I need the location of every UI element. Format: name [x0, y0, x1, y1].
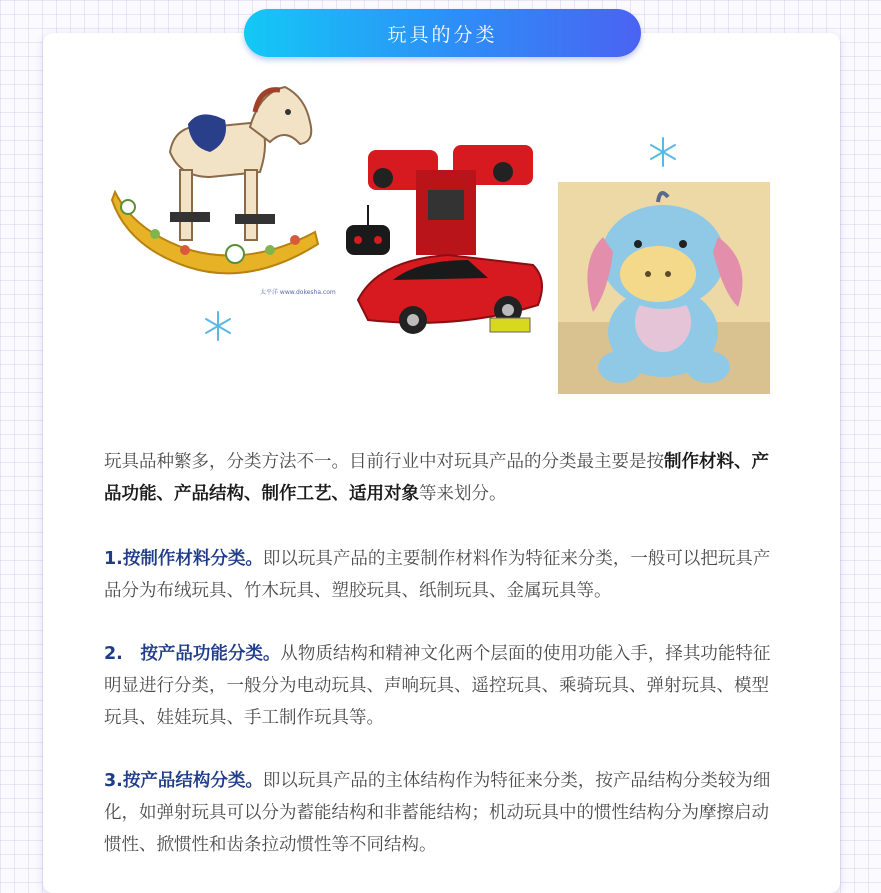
intro-text-end: 等来划分。 — [419, 484, 507, 504]
snowflake-icon — [202, 310, 234, 342]
intro-text: 玩具品种繁多，分类方法不一。目前行业中对玩具产品的分类最主要是按 — [104, 452, 664, 472]
section-paragraph — [104, 638, 784, 734]
section-lead: 按产品结构分类。 — [122, 771, 263, 791]
intro-bold: 制作材料、产品功能、产品结构、制作工艺、适用对象 — [104, 452, 769, 504]
section-paragraph — [104, 765, 784, 861]
section-lead: 按产品功能分类。 — [140, 644, 281, 664]
section-body: 即以玩具产品的主要制作材料作为特征来分类，一般可以把玩具产品分为布绒玩具、竹木玩具、塑胶玩具、纸制玩具、金属玩具等。 — [104, 549, 771, 601]
intro-paragraph — [104, 446, 784, 510]
section-lead: 按制作材料分类。 — [122, 549, 263, 569]
transforming-rc-car-image — [338, 130, 553, 345]
section-body: 即以玩具产品的主体结构作为特征来分类，按产品结构分类较为细化，如弹射玩具可以分为蓄能结构和非蓄能结构；机动玩具中的惯性结构分为摩擦启动惯性、掀惯性和齿条拉动惯性等不同结构。 — [104, 771, 771, 855]
plush-donkey-image — [558, 182, 770, 394]
section-title: 玩具的分类 — [387, 23, 498, 46]
section-number: 1. — [104, 549, 123, 569]
section-title-banner — [244, 9, 641, 57]
section-body: 从物质结构和精神文化两个层面的使用功能入手，择其功能特征明显进行分类，一般分为电动玩具、声响玩具、遥控玩具、乘骑玩具、弹射玩具、模型玩具、娃娃玩具、手工制作玩具等。 — [104, 644, 771, 728]
section-paragraph — [104, 543, 784, 607]
horse-watermark: 太平洋 www.dokesha.com — [260, 289, 336, 296]
section-number: 2. — [104, 644, 141, 664]
snowflake-icon — [647, 136, 679, 168]
section-number: 3. — [104, 771, 123, 791]
rocking-horse-image — [110, 82, 336, 297]
